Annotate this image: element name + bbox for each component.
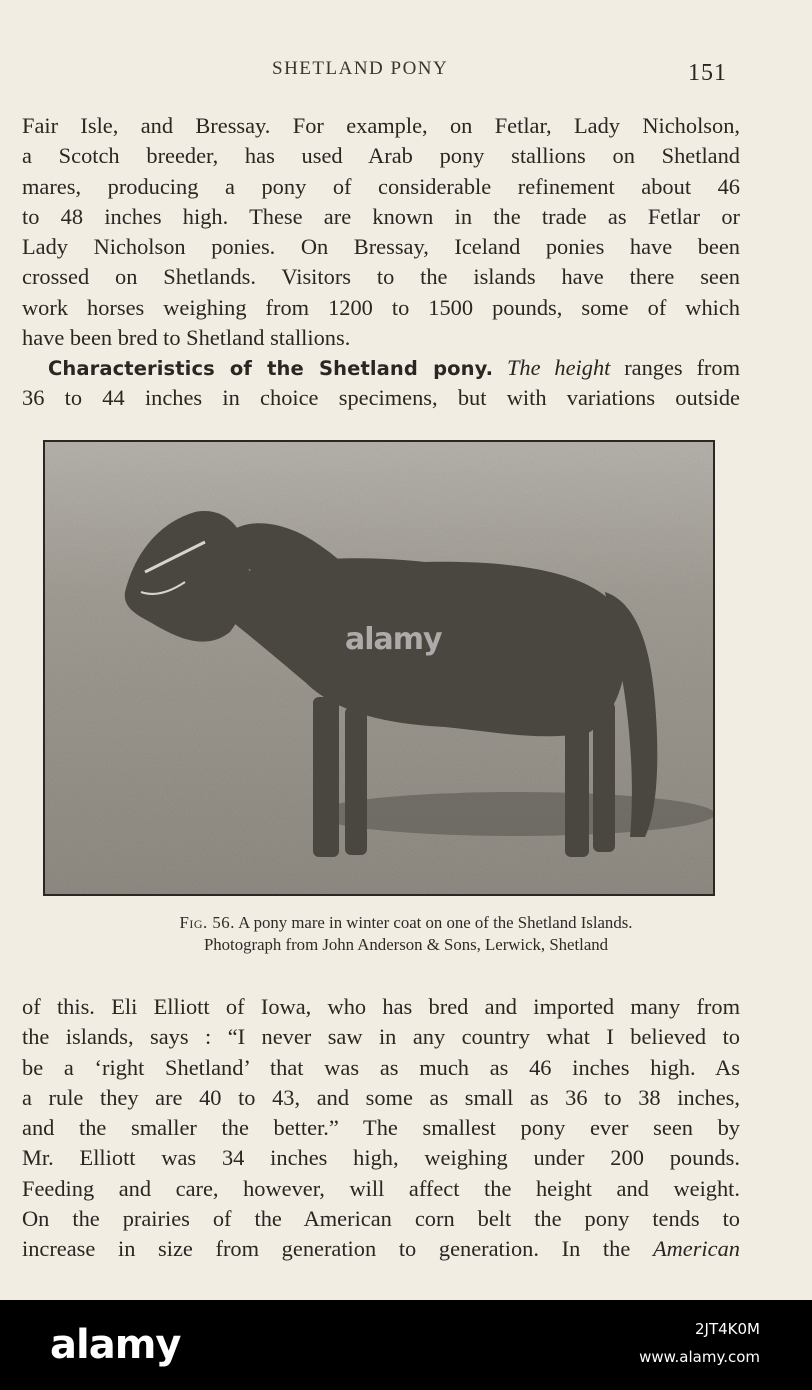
- paragraph-3-line: Mr. Elliott was 34 inches high, weighing under 200 pounds.: [22, 1145, 740, 1171]
- caption-line-1-rest: A pony mare in winter coat on one of the Shetland Islands.: [234, 913, 633, 932]
- paragraph-2: [22, 353, 740, 414]
- paragraph-2-line-1: [22, 353, 740, 383]
- figure-photograph: [43, 440, 715, 896]
- paragraph-3-line: a rule they are 40 to 43, and some as small as 36 to 38 inches,: [22, 1084, 740, 1110]
- site-url: www.alamy.com: [639, 1348, 760, 1366]
- paragraph-1: [22, 111, 740, 353]
- pony-photo-illustration: [45, 442, 713, 894]
- watermark-text: alamy: [345, 622, 442, 657]
- paragraph-2-line-2: 36 to 44 inches in choice specimens, but with variations outside: [22, 385, 740, 411]
- caption-line-2: Photograph from John Anderson & Sons, Lerwick, Shetland: [203, 935, 609, 954]
- paragraph-1-line: to 48 inches high. These are known in the trade as Fetlar or: [22, 203, 740, 229]
- caption-line-1: [20, 912, 792, 934]
- stock-footer-bar: [0, 1300, 812, 1390]
- paragraph-3-last-line: [22, 1234, 740, 1264]
- paragraph-3-line: On the prairies of the American corn belt the pony tends to: [22, 1206, 740, 1232]
- running-title: SHETLAND PONY: [272, 58, 449, 79]
- figure-caption: [20, 912, 792, 956]
- figure-label: Fig. 56.: [179, 913, 235, 932]
- paragraph-3-line: Feeding and care, however, will affect the height and weight.: [22, 1175, 740, 1201]
- italic-term: American: [652, 1236, 740, 1262]
- paragraph-3-last-line-text: increase in size from generation to generation. In the: [22, 1236, 653, 1262]
- paragraph-3-line: of this. Eli Elliott of Iowa, who has bred and imported many from: [22, 994, 740, 1019]
- image-id: 2JT4K0M: [695, 1320, 760, 1338]
- paragraph-1-line: work horses weighing from 1200 to 1500 pounds, some of which: [22, 294, 740, 320]
- paragraph-1-line: Lady Nicholson ponies. On Bressay, Iceland ponies have been: [22, 234, 740, 260]
- italic-term: The height: [506, 355, 611, 380]
- paragraph-3-line: be a ‘right Shetland’ that was as much as 46 inches high. As: [22, 1054, 740, 1080]
- page-number: 151: [688, 60, 727, 86]
- running-head: [0, 58, 812, 88]
- paragraph-1-line: Fair Isle, and Bressay. For example, on Fetlar, Lady Nicholson,: [22, 113, 740, 138]
- paragraph-3: [22, 992, 740, 1265]
- section-side-head: Characteristics of the Shetland pony.: [48, 357, 494, 380]
- paragraph-2-line-1-rest: ranges from: [610, 355, 740, 380]
- paragraph-1-line: crossed on Shetlands. Visitors to the islands have there seen: [22, 264, 740, 290]
- paragraph-3-line: and the smaller the better.” The smallest pony ever seen by: [22, 1115, 740, 1141]
- paragraph-3-line: the islands, says : “I never saw in any country what I believed to: [22, 1024, 740, 1050]
- alamy-logo: alamy: [50, 1322, 181, 1368]
- paragraph-1-line: have been bred to Shetland stallions.: [22, 325, 351, 351]
- paragraph-1-line: a Scotch breeder, has used Arab pony stallions on Shetland: [22, 143, 740, 169]
- paragraph-1-line: mares, producing a pony of considerable refinement about 46: [22, 173, 740, 199]
